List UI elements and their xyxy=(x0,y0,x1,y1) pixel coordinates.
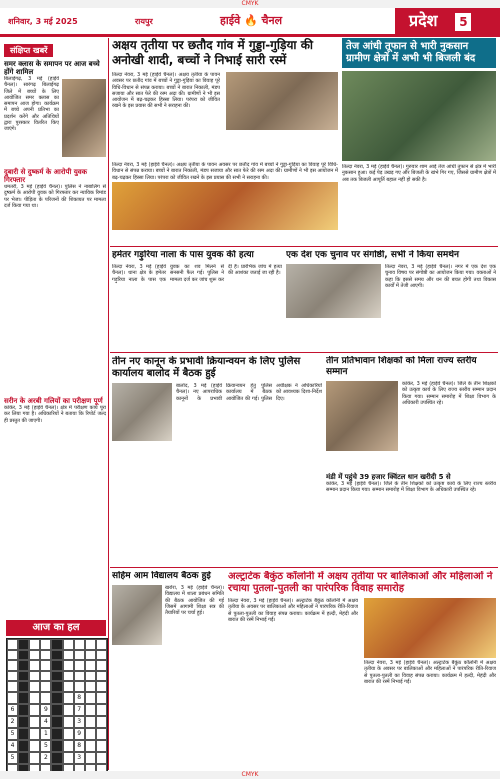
school-body: खरोरा, 3 मई (हाईवे चैनल)। विद्यालय में शाला प्रबंधन समिति की बैठक आयोजित की गई जिसमें आगामी शिक्षा सत्र की तैयारियों पर चर्चा हुई। xyxy=(165,585,224,617)
crossword-cell xyxy=(18,704,29,716)
crossword-cell xyxy=(51,681,62,692)
law-headline: तीन नए कानून के प्रभावी क्रियान्वयन के लिए पुलिस कार्यालय बालोद में बैठक हुई xyxy=(112,356,301,379)
law-photo xyxy=(112,383,172,441)
brief-photo-1 xyxy=(62,79,106,157)
crossword-cell xyxy=(18,650,29,661)
brief-headline-2: दुबारी से दुष्कर्म के आरोपी युवक गिरफ्तार xyxy=(4,168,88,184)
crossword-cell xyxy=(74,650,85,661)
crossword-cell: 8 xyxy=(74,692,85,704)
crossword-cell xyxy=(63,681,74,692)
election-story xyxy=(286,250,496,348)
crossword-cell xyxy=(7,671,18,682)
crossword-cell xyxy=(40,650,51,661)
crossword-title: आज का हल xyxy=(6,620,106,636)
crossword-cell xyxy=(40,671,51,682)
crossword-cell xyxy=(18,716,29,728)
crossword-cell xyxy=(96,704,107,716)
crossword-cell xyxy=(74,681,85,692)
storm-story xyxy=(342,38,496,243)
crossword-cell xyxy=(18,692,29,704)
registration-bar: CMYK xyxy=(0,0,500,8)
crossword-cell xyxy=(51,704,62,716)
briefs-tag: संक्षिप्त खबरें xyxy=(4,44,53,57)
crossword-cell xyxy=(7,660,18,671)
crossword-cell xyxy=(63,639,74,650)
crossword-cell xyxy=(85,650,96,661)
school-story xyxy=(112,571,224,769)
school-headline: सहिम आम विद्यालय बैठक हुई xyxy=(112,571,211,581)
crossword-cell xyxy=(63,671,74,682)
crossword-cell xyxy=(29,692,40,704)
crossword-cell: 4 xyxy=(40,716,51,728)
law-body: बालोद, 3 मई (हाईवे चैनल)। नए आपराधिक कानूनों के प्रभावी क्रियान्वयन हेतु पुलिस कार्यालय में बैठक आयोजित की गई। पुलिस अधीक्षक ने अधिकारियों को आवश्यक दिशा-निर्देश दिए। xyxy=(176,383,322,402)
crossword-cell xyxy=(29,671,40,682)
crossword-cell: 5 xyxy=(7,752,18,764)
crossword-cell xyxy=(18,740,29,752)
main-photo xyxy=(226,72,338,130)
crossword-cell xyxy=(85,728,96,740)
crossword-cell xyxy=(29,740,40,752)
crossword-cell: 2 xyxy=(40,752,51,764)
wedding-story xyxy=(228,571,496,769)
crossword-cell: 7 xyxy=(74,704,85,716)
election-headline: एक देश एक चुनाव पर संगोष्ठी, सभी ने किया समर्थन xyxy=(286,250,459,260)
crossword-cell xyxy=(18,728,29,740)
edition-city: रायपुर xyxy=(135,17,153,26)
row-divider-1 xyxy=(110,246,498,247)
crossword-cell xyxy=(18,660,29,671)
row-divider-3 xyxy=(110,567,498,568)
crossword-cell xyxy=(63,716,74,728)
murder-story xyxy=(112,250,282,348)
crossword-cell xyxy=(85,704,96,716)
crossword-cell xyxy=(63,704,74,716)
crossword-cell xyxy=(96,671,107,682)
crossword-cell xyxy=(96,650,107,661)
crossword-cell xyxy=(7,650,18,661)
crossword-cell xyxy=(63,650,74,661)
crossword-cell: 9 xyxy=(40,704,51,716)
crossword-cell xyxy=(29,660,40,671)
column-divider xyxy=(108,38,109,770)
teachers-headline: तीन प्रतिभावान शिक्षकों को मिला राज्य स्तरीय सम्मान xyxy=(326,356,477,377)
crossword-cell xyxy=(29,639,40,650)
crossword-cell xyxy=(29,681,40,692)
teachers-subhead: मंडी में पहुंचे 39 हजार क्विंटल धान खरीदी 5 से xyxy=(326,473,451,481)
crossword-cell xyxy=(40,681,51,692)
crossword-cell xyxy=(85,752,96,764)
crossword-cell xyxy=(63,740,74,752)
crossword-cell xyxy=(63,692,74,704)
storm-headline: तेज आंधी तूफान से भारी नुकसान ग्रामीण क्षेत्रों में अभी भी बिजली बंद xyxy=(342,38,496,68)
crossword-cell xyxy=(18,671,29,682)
registration-bar-bottom: CMYK xyxy=(0,771,500,779)
crossword-cell xyxy=(51,716,62,728)
crossword-cell xyxy=(18,752,29,764)
main-story xyxy=(112,38,338,243)
murder-body: तिल्दा नेवरा, 3 मई (हाईवे चैनल)। थाना क्षेत्र के हमेतर गड़ुरिया नाला के पास एक युवक का शव मिलने से सनसनी फैल गई। पुलिस ने मामला दर्ज कर जांच शुरू कर दी है। प्रारंभिक जांच में हत्या की आशंका जताई जा रही है। xyxy=(112,264,282,283)
crossword-cell: 8 xyxy=(74,740,85,752)
brief-headline-1: समर क्लास के समापन पर आज बच्चे होंगे शामिल xyxy=(4,60,100,76)
teachers-photo xyxy=(326,381,398,451)
crossword-cell xyxy=(96,681,107,692)
crossword-cell xyxy=(40,692,51,704)
crossword-cell xyxy=(51,752,62,764)
sidebar-briefs xyxy=(4,38,106,636)
crossword-cell xyxy=(51,671,62,682)
crossword-cell xyxy=(74,671,85,682)
brief-body-1: बिलाईगढ़, 3 मई (हाईवे चैनल)। सारंगढ़ बिलाईगढ़ जिले में बच्चों के लिए आयोजित समर क्लास का समापन आज होगा। कार्यक्रम में बच्चे अपनी प्रतिभा का प्रदर्शन करेंगे और अतिथियों द्वारा पुरस्कार वितरित किए जाएंगे। xyxy=(4,76,59,133)
crossword-cell: 5 xyxy=(7,728,18,740)
crossword-cell xyxy=(74,660,85,671)
issue-date: शनिवार, 3 मई 2025 xyxy=(8,17,78,26)
crossword-cell xyxy=(51,650,62,661)
election-body: तिल्दा नेवरा, 3 मई (हाईवे चैनल)। नगर में एक देश एक चुनाव विषय पर संगोष्ठी का आयोजन किया गया। वक्ताओं ने कहा कि इससे समय और धन की बचत होगी तथा विकास कार्यों में तेजी आएगी। xyxy=(385,264,496,289)
wedding-headline: अल्ट्राटेक बैकुंठ कॉलोनी में अक्षय तृतीया पर बालिकाओं और महिलाओं ने रचाया पुतला-पुतली का पारंपरिक विवाह समारोह xyxy=(228,571,493,594)
wedding-body: तिल्दा नेवरा, 3 मई (हाईवे चैनल)। अल्ट्राटेक बैकुंठ कॉलोनी में अक्षय तृतीया के अवसर पर बालिकाओं और महिलाओं ने पारंपरिक रीति-रिवाज से पुतला-पुतली का विवाह संपन्न कराया। कार्यक्रम में हल्दी, मेहंदी और बारात की रस्में निभाई गईं। xyxy=(228,598,358,623)
crossword-cell: 2 xyxy=(7,716,18,728)
crossword-cell xyxy=(96,728,107,740)
crossword-cell: 4 xyxy=(7,740,18,752)
crossword-cell xyxy=(96,692,107,704)
crossword-cell xyxy=(96,740,107,752)
wedding-photo xyxy=(364,598,496,658)
crossword-cell xyxy=(29,704,40,716)
crossword-cell xyxy=(18,639,29,650)
crossword-cell xyxy=(63,660,74,671)
brief-body-2: धमतरी, 3 मई (हाईवे चैनल)। पुलिस ने नाबालिग से दुष्कर्म के आरोपी युवक को गिरफ्तार कर न्यायिक रिमांड पर भेजा। पीड़िता के परिजनों की शिकायत पर मामला दर्ज किया गया था। xyxy=(4,184,106,209)
crossword-cell xyxy=(85,639,96,650)
crossword-cell xyxy=(74,639,85,650)
brief-headline-3: सरीन के अरबी गलियों का परीक्षण पूर्ण xyxy=(4,397,103,405)
brief-body-3: कांकेर, 3 मई (हाईवे चैनल)। क्षेत्र में परीक्षण कार्य पूरा कर लिया गया है। अधिकारियों ने बताया कि रिपोर्ट जल्द ही प्रस्तुत की जाएगी। xyxy=(4,405,106,424)
crossword-cell: 3 xyxy=(74,716,85,728)
crossword-cell: 1 xyxy=(40,728,51,740)
crossword-cell xyxy=(40,660,51,671)
crossword-cell xyxy=(63,728,74,740)
crossword-cell xyxy=(63,752,74,764)
crossword-cell xyxy=(85,681,96,692)
school-photo xyxy=(112,585,162,645)
crossword-cell xyxy=(7,692,18,704)
wedding-body-2: तिल्दा नेवरा, 3 मई (हाईवे चैनल)। अल्ट्राटेक बैकुंठ कॉलोनी में अक्षय तृतीया के अवसर पर बालिकाओं और महिलाओं ने पारंपरिक रीति-रिवाज से पुतला-पुतली का विवाह संपन्न कराया। कार्यक्रम में हल्दी, मेहंदी और बारात की रस्में निभाई गईं। xyxy=(364,660,496,685)
crossword-cell xyxy=(85,692,96,704)
crossword-cell xyxy=(85,716,96,728)
crossword-cell: 5 xyxy=(40,740,51,752)
crossword-cell xyxy=(40,639,51,650)
row-divider-2 xyxy=(110,352,498,353)
newspaper-brand: हाईवे 🔥 चैनल xyxy=(220,14,283,27)
crossword-grid xyxy=(6,638,108,775)
murder-headline: हमेतर गड़ुरिया नाला के पास युवक की हत्या xyxy=(112,250,254,260)
crossword-cell xyxy=(29,752,40,764)
crossword-cell xyxy=(85,660,96,671)
crossword-cell xyxy=(7,681,18,692)
crossword-cell xyxy=(51,740,62,752)
crossword-cell: 9 xyxy=(74,728,85,740)
crossword-cell xyxy=(51,639,62,650)
crossword-cell xyxy=(96,752,107,764)
crossword-cell xyxy=(51,660,62,671)
crossword-cell xyxy=(51,728,62,740)
crossword-cell xyxy=(85,740,96,752)
main-headline: अक्षय तृतीया पर छतौद गांव में गुड्डा-गुड़िया की अनोखी शादी, बच्चों ने निभाई सारी रस्में xyxy=(112,38,314,67)
crossword-cell xyxy=(29,728,40,740)
crossword-cell xyxy=(96,716,107,728)
law-story xyxy=(112,356,322,564)
crossword-cell xyxy=(96,660,107,671)
crossword-cell xyxy=(51,692,62,704)
crossword-cell xyxy=(96,639,107,650)
section-label: प्रदेश 5 xyxy=(395,8,500,34)
crossword-cell xyxy=(29,716,40,728)
storm-body: तिल्दा नेवरा, 3 मई (हाईवे चैनल)। गुरुवार शाम आई तेज आंधी तूफान से क्षेत्र में भारी नुकसान हुआ। कई पेड़ उखड़ गए और बिजली के खंभे गिर गए, जिससे ग्रामीण क्षेत्रों में अब तक बिजली आपूर्ति बहाल नहीं हो सकी है। xyxy=(342,164,496,183)
page-header xyxy=(0,8,500,37)
teachers-body: कांकेर, 3 मई (हाईवे चैनल)। जिले के तीन शिक्षकों को उत्कृष्ट कार्य के लिए राज्य स्तरीय सम्मान प्रदान किया गया। सम्मान समारोह में शिक्षा विभाग के अधिकारी उपस्थित रहे। xyxy=(402,381,496,406)
crossword-cell: 6 xyxy=(7,704,18,716)
teachers-story xyxy=(326,356,496,564)
main-photo-2 xyxy=(112,182,338,230)
crossword-cell xyxy=(7,639,18,650)
main-body-cont: तिल्दा नेवरा, 3 मई (हाईवे चैनल)। अक्षय तृतीया के पावन अवसर पर छतौद गांव में बच्चों ने गुड्डा-गुड़िया का विवाह पूरे विधि-विधान से संपन्न कराया। बच्चों ने बारात निकाली, मंडप सजाया और सात फेरे की रस्म अदा की। ग्रामीणों ने भी इस आयोजन में बढ़-चढ़कर हिस्सा लिया। परंपरा को जीवित रखने के इस प्रयास की सभी ने सराहना की। xyxy=(112,162,338,181)
crossword-cell: 3 xyxy=(74,752,85,764)
crossword-cell xyxy=(29,650,40,661)
storm-photo xyxy=(342,71,496,161)
teachers-body-2: कांकेर, 3 मई (हाईवे चैनल)। जिले के तीन शिक्षकों को उत्कृष्ट कार्य के लिए राज्य स्तरीय सम्मान प्रदान किया गया। सम्मान समारोह में शिक्षा विभाग के अधिकारी उपस्थित रहे। xyxy=(326,481,496,494)
crossword-cell xyxy=(18,681,29,692)
main-body: तिल्दा नेवरा, 3 मई (हाईवे चैनल)। अक्षय तृतीया के पावन अवसर पर छतौद गांव में बच्चों ने गुड्डा-गुड़िया का विवाह पूरे विधि-विधान से संपन्न कराया। बच्चों ने बारात निकाली, मंडप सजाया और सात फेरे की रस्म अदा की। ग्रामीणों ने भी इस आयोजन में बढ़-चढ़कर हिस्सा लिया। परंपरा को जीवित रखने के इस प्रयास की सभी ने सराहना की। xyxy=(112,72,220,110)
crossword-cell xyxy=(85,671,96,682)
page-number: 5 xyxy=(455,13,471,31)
election-photo xyxy=(286,264,381,318)
